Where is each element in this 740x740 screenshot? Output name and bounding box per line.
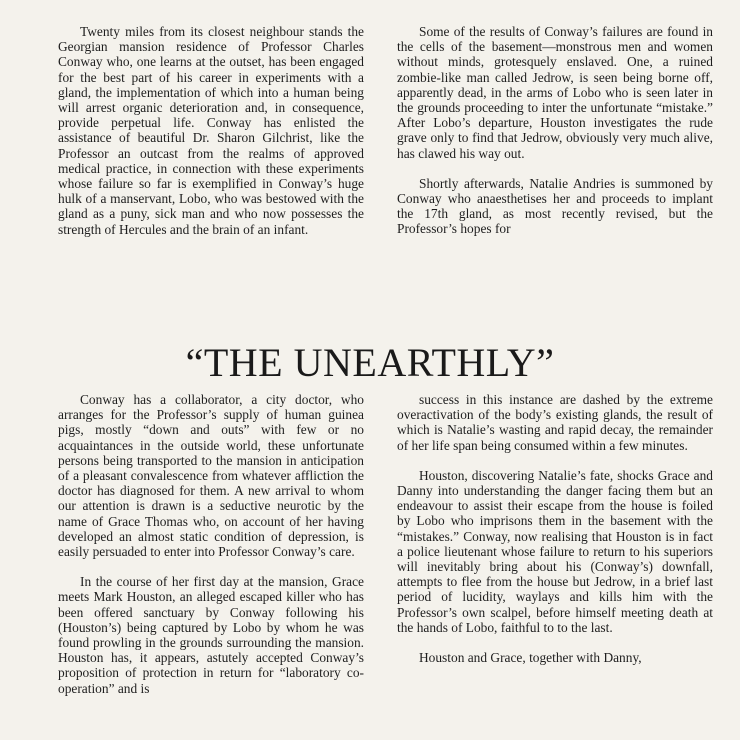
- paragraph: Shortly afterwards, Natalie Andries is summoned by Conway who anaesthetises her and proceeds to implant the 17th gland, as most recently revised, but the Professor’s hopes for: [397, 175, 713, 237]
- paragraph: Some of the results of Conway’s failures are found in the cells of the basement—monstrous men and women without minds, grotesquely enslaved. One, a ruined zombie-like man called Jedrow, is seen being borne off, apparently dead, in the arms of Lobo who is seen later in the grounds proceeding to inter the unfortunate “mistake.” After Lobo’s departure, Houston investigates the rude grave only to find that Jedrow, obviously very much alive, has clawed his way out.: [397, 24, 713, 161]
- paragraph: In the course of her first day at the mansion, Grace meets Mark Houston, an alleged escaped killer who has been offered sanctuary by Conway following his (Houston’s) being captured by Lobo by whom he was found prowling in the grounds surrounding the mansion. Houston has, it appears, astutely accepted Conway’s proposition of protection in return for “laboratory co-operation” and is: [58, 574, 364, 696]
- paragraph: success in this instance are dashed by the extreme overactivation of the body’s existing glands, the result of which is Natalie’s wasting and rapid decay, the remainder of her life span being consumed within a few minutes.: [397, 392, 713, 453]
- column-top-left: [58, 24, 364, 237]
- column-bottom-left: [58, 392, 364, 696]
- paragraph: Twenty miles from its closest neighbour stands the Georgian mansion residence of Professor Charles Conway who, one learns at the outset, has been engaged for the best part of his career in experiments with a gland, the implementation of which into a human being will arrest organic deterioration and, in consequence, provide perpetual life. Conway has enlisted the assistance of beautiful Dr. Sharon Gilchrist, like the Professor an outcast from the realms of approved medical practice, in connection with these experiments whose failure so far is exemplified in Conway’s huge hulk of a manservant, Lobo, who was bestowed with the gland as a puny, sick man and who now possesses the strength of Hercules and the brain of an infant.: [58, 24, 364, 237]
- column-bottom-right: [397, 392, 713, 665]
- paragraph: Houston, discovering Natalie’s fate, shocks Grace and Danny into understanding the danger facing them but an endeavour to assist their escape from the house is foiled by Lobo who imprisons them in the basement with the “mistakes.” Conway, now realising that Houston is in fact a police lieutenant whose failure to return to his superiors will inevitably bring about his (Conway’s) downfall, attempts to flee from the house but Jedrow, in a brief last period of lucidity, waylays and kills him with the Professor’s own scalpel, before himself meeting death at the hands of Lobo, faithful to to the last.: [397, 467, 713, 635]
- column-top-right: [397, 24, 713, 237]
- paragraph: Houston and Grace, together with Danny,: [419, 650, 642, 666]
- paragraph: Conway has a collaborator, a city doctor, who arranges for the Professor’s supply of human guinea pigs, mostly “down and outs” with few or no acquaintances in the outside world, these unfortunate persons being transported to the mansion in anticipation of a pleasant convalescence from whatever affliction the doctor has diagnosed for them. A new arrival to whom our attention is drawn is a seductive neurotic by the name of Grace Thomas who, on account of her having developed an almost static condition of depression, is easily persuaded to enter into Professor Conway’s care.: [58, 392, 364, 560]
- article-title: “THE UNEARTHLY”: [185, 339, 555, 385]
